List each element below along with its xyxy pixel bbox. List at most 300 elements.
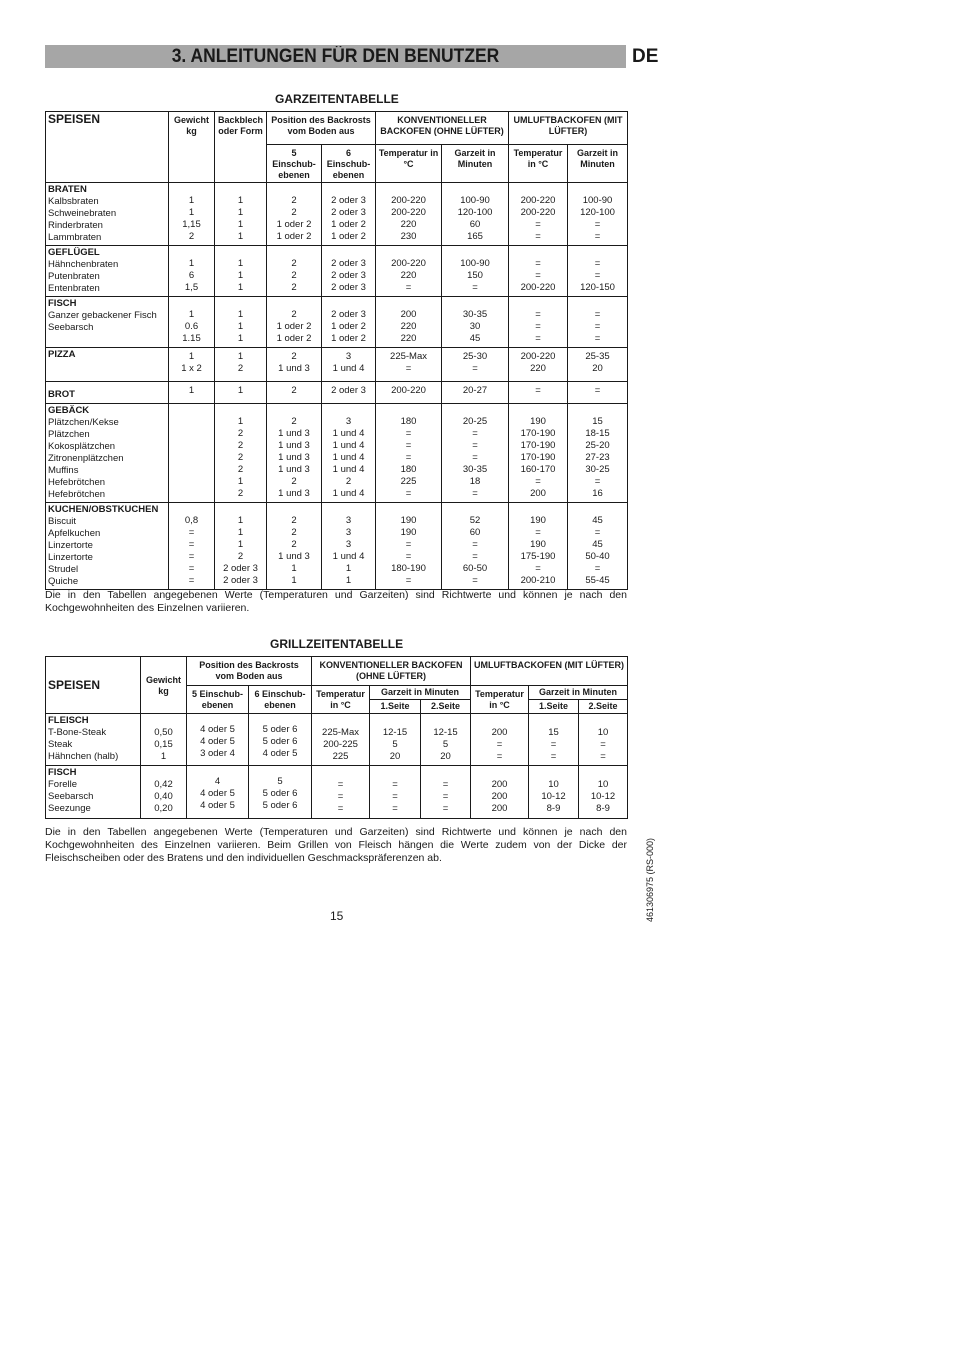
cell-value: 225 [400,476,417,487]
tray-cell [215,382,267,404]
table-row [46,714,628,766]
cell-value: 2 [237,452,244,463]
cell-value: 1 [237,351,244,362]
cell-value: 15 [548,727,559,738]
food-cell [46,183,169,246]
cell-value: 2 [291,195,297,206]
header-konv-garzeit: Garzeit in Minuten [370,686,471,700]
cell-value: 3 [345,351,352,362]
header-bar [45,45,626,68]
cell-value: 4 oder 5 [200,736,235,747]
header-umluft-garzeit: Garzeit in Minuten [568,145,628,183]
grill-note: Die in den Tabellen angegebenen Werte (Temperaturen und Garzeiten) sind Richtwerte und können je nach den Kochgewohnheiten des Einzelnen variieren. Beim Grillen von Fleisch hängen die Werte zudem von der Dicke der Fleischscheiben oder des Bratens und den individuellen Geschmackspräferenzen ab. [45,826,627,864]
header-speisen: SPEISEN [46,657,141,714]
cell-value: 30-25 [585,464,610,475]
cell-value: = [594,309,601,320]
cell-value: 225-Max [322,727,359,738]
tray-cell [215,246,267,297]
cell-value: 5 oder 6 [262,788,298,799]
header-umluft-garzeit: Garzeit in Minuten [529,686,628,700]
cell-value: 2 [291,258,297,269]
cell-value: 10-12 [590,791,616,802]
cell-value: = [405,363,412,374]
cell-value: 200-220 [391,207,426,218]
header-umluft: UMLUFTBACKOFEN (MIT LÜFTER) [509,112,628,145]
konv-temp-cell [376,297,442,348]
cell-value: 1 [237,258,244,269]
food-cell [46,246,169,297]
food-cell [46,714,141,766]
cell-value: 1 [188,385,195,396]
level-5-cell [187,714,249,766]
konv-side-1-cell [370,766,421,819]
cell-value: 175-190 [520,551,556,562]
cell-value: 1.15 [182,333,201,344]
umluft-side-1-cell [529,766,579,819]
cell-value: = [535,231,541,242]
cell-value: 1 [188,309,195,320]
cell-value: 120-100 [580,207,615,218]
cell-value: 1 und 4 [332,440,365,451]
konv-temp-cell [376,382,442,404]
cell-value: 25-30 [462,351,488,362]
header-umluft: UMLUFTBACKOFEN (MIT LÜFTER) [471,657,628,686]
level-6-cell [322,348,376,382]
page-number: 15 [330,909,344,923]
weight-cell [141,766,187,819]
umluft-temp-cell [471,714,529,766]
cell-value: = [337,791,344,802]
cell-value: 2 [237,363,244,374]
cell-value: 4 [214,776,221,787]
cell-value: 1 [237,385,244,396]
cell-value: = [472,282,478,293]
header-umluft-seite-2: 2.Seite [579,700,628,714]
cell-value: 1 [188,351,195,362]
food-item: Apfelkuchen [48,528,101,539]
weight-cell [169,503,215,590]
level-6-cell [322,246,376,297]
cell-value: = [496,739,503,750]
header-gewicht: Gewicht kg [169,112,215,183]
cell-value: 12-15 [433,727,458,738]
konv-temp-cell [376,348,442,382]
cell-value: 1 oder 2 [331,231,366,242]
cell-value: 1 und 3 [278,464,310,475]
cell-value: 1 und 3 [278,452,310,463]
cell-value: 1 [188,195,195,206]
header-umluft-temperatur: Temperatur in °C [471,686,529,714]
food-item: Muffins [48,465,79,476]
cell-value: 200 [491,727,508,738]
umluft-time-cell [568,503,628,590]
cell-value: 4 oder 5 [200,800,235,811]
food-cell [46,382,169,404]
cell-value: = [188,551,195,562]
cell-value: 100-90 [460,258,490,269]
weight-cell [169,382,215,404]
level-6-cell [249,714,312,766]
cell-value: = [392,791,398,802]
cell-value: 230 [400,231,417,242]
umluft-time-cell [568,348,628,382]
umluft-temp-cell [509,404,568,503]
cell-value: 200 [491,791,508,802]
cell-value: 2 [291,385,297,396]
cell-value: = [405,539,412,550]
cell-value: = [442,803,449,814]
cell-value: 220 [530,363,546,374]
cell-value: = [188,563,195,574]
umluft-side-1-cell [529,714,579,766]
konv-side-2-cell [421,766,471,819]
umluft-temp-cell [509,183,568,246]
level-6-cell [322,503,376,590]
cell-value: 200-220 [520,207,556,218]
cell-value: 200-225 [323,739,358,750]
cell-value: 20-27 [462,385,488,396]
food-item: Zitronenplätzchen [48,453,124,464]
level-6-cell [322,297,376,348]
cell-value: 2 oder 3 [331,258,366,269]
umluft-temp-cell [471,766,529,819]
cell-value: 165 [467,231,483,242]
cell-value: 2 oder 3 [331,195,366,206]
food-item: Forelle [48,779,78,790]
cell-value: 1 oder 2 [276,333,312,344]
cell-value: 20-25 [462,416,488,427]
level-5-cell [267,183,322,246]
cell-value: 12-15 [382,727,408,738]
cell-value: = [535,385,541,396]
cell-value: = [496,751,503,762]
cell-value: 200-220 [391,385,426,396]
cell-value: 2 [291,527,297,538]
cell-value: = [594,385,601,396]
cell-value: 5 oder 6 [262,800,298,811]
cell-value: 5 [277,776,283,787]
cell-value: 1 oder 2 [276,321,312,332]
header-konventionell: KONVENTIONELLER BACKOFEN (OHNE LÜFTER) [312,657,471,686]
cell-value: 2 [188,231,195,242]
cell-value: = [550,751,557,762]
cell-value: = [405,440,412,451]
cell-value: = [594,270,601,281]
cell-value: 160-170 [520,464,556,475]
cell-value: 190 [530,515,546,526]
cell-value: 220 [400,321,417,332]
cell-value: 2 oder 3 [331,270,366,281]
cell-value: = [405,428,412,439]
umluft-time-cell [568,297,628,348]
cell-value: 200-210 [520,575,556,586]
cell-value: 10 [548,779,559,790]
tray-cell [215,503,267,590]
cell-value: 30 [469,321,481,332]
cell-value: 1 [237,309,244,320]
cell-value: 190 [530,416,546,427]
cell-value: 2 [291,351,297,362]
konv-time-cell [442,348,509,382]
cell-value: 180 [400,416,417,427]
table-row [46,183,628,246]
cell-value: 1 und 3 [278,440,310,451]
table-row [46,348,628,382]
cell-value: 45 [469,333,481,344]
cell-value: 1 [345,563,352,574]
cell-value: 0.6 [184,321,199,332]
cell-value: 27-23 [585,452,610,463]
cell-value: 1 und 4 [332,488,365,499]
cell-value: 1 [188,258,195,269]
cell-value: 2 oder 3 [223,563,258,574]
cell-value: = [594,219,601,230]
cell-value: 120-100 [457,207,493,218]
konv-side-2-cell [421,714,471,766]
cell-value: 2 oder 3 [331,207,366,218]
cell-value: 2 [291,476,297,487]
weight-cell [169,348,215,382]
cell-value: 1 und 3 [278,363,310,374]
cell-value: = [594,563,601,574]
cell-value: 0,20 [154,803,173,814]
header-6-ebenen: 6 Einschub-ebenen [322,145,376,183]
food-item: Rinderbraten [48,220,103,231]
cell-value: 1 [237,195,244,206]
cell-value: 2 [237,488,244,499]
umluft-temp-cell [509,246,568,297]
tray-cell [215,297,267,348]
cell-value: = [472,575,478,586]
cell-value: 2 [291,515,297,526]
cell-value: 18 [469,476,481,487]
cell-value: = [405,575,412,586]
umluft-time-cell [568,382,628,404]
cell-value: = [535,527,541,538]
umluft-time-cell [568,183,628,246]
cell-value: 60-50 [462,563,488,574]
konv-side-1-cell [370,714,421,766]
konv-time-cell [442,183,509,246]
cell-value: 2 [291,282,297,293]
food-cell [46,766,141,819]
food-cell [46,503,169,590]
level-5-cell [267,503,322,590]
cell-value: 6 [188,270,195,281]
konv-temp-cell [376,183,442,246]
cell-value: 55-45 [585,575,610,586]
cell-value: = [535,563,541,574]
cell-value: 1 oder 2 [331,321,366,332]
cell-value: 1 und 4 [332,464,365,475]
food-item: Hähnchenbraten [48,259,119,270]
konv-temp-cell [312,714,370,766]
cell-value: 2 [345,476,352,487]
category-label: GEBÄCK [48,405,90,416]
cell-value: 2 oder 3 [331,282,366,293]
header-5-ebenen: 5 Einschub-ebenen [267,145,322,183]
cell-value: 180-190 [391,563,426,574]
cell-value: 45 [592,539,603,550]
bake-table-title: GARZEITENTABELLE [275,92,399,106]
cell-value: 150 [467,270,483,281]
cell-value: 18-15 [585,428,610,439]
food-cell [46,297,169,348]
cell-value: = [405,551,412,562]
cell-value: 3 [345,527,352,538]
cell-value: 10-12 [541,791,566,802]
cell-value: 1 oder 2 [276,219,312,230]
food-item: Hefebrötchen [48,477,106,488]
bake-note: Die in den Tabellen angegebenen Werte (Temperaturen und Garzeiten) sind Richtwerte und können je nach den Kochgewohnheiten des Einzelnen variieren. [45,589,627,614]
header-konv-temperatur: Temperatur in °C [376,145,442,183]
category-label: BRATEN [48,184,87,195]
cell-value: = [594,321,601,332]
cell-value: 1 oder 2 [331,219,366,230]
cell-value: = [594,476,601,487]
tray-cell [215,348,267,382]
cell-value: 5 [392,739,398,750]
cell-value: = [337,803,344,814]
cell-value: 200 [491,803,508,814]
cell-value: 5 oder 6 [262,724,298,735]
cell-value: 50-40 [585,551,610,562]
umluft-temp-cell [509,503,568,590]
table-row [46,246,628,297]
konv-temp-cell [312,766,370,819]
cell-value: 200-220 [520,282,556,293]
food-item: Hefebrötchen [48,489,106,500]
cell-value: = [392,803,398,814]
cell-value: 5 oder 6 [262,736,298,747]
cell-value: 1 [237,219,244,230]
cell-value: 2 [291,539,297,550]
weight-cell [169,297,215,348]
category-label: PIZZA [48,349,76,360]
level-5-cell [267,382,322,404]
cell-value: 1 [237,416,244,427]
umluft-temp-cell [509,297,568,348]
cell-value: = [550,739,557,750]
cell-value: 2 [291,207,297,218]
cell-value: 200-220 [391,258,426,269]
header-konv-temperatur: Temperatur in °C [312,686,370,714]
cell-value: = [594,258,601,269]
cell-value: = [442,791,449,802]
cell-value: 2 [237,551,244,562]
header-6-ebenen: 6 Einschub-ebenen [249,686,312,714]
cell-value: = [405,488,412,499]
konv-time-cell [442,382,509,404]
cell-value: = [600,751,606,762]
cell-value: = [472,440,478,451]
konv-time-cell [442,297,509,348]
weight-cell [169,246,215,297]
cell-value: = [392,779,398,790]
cell-value: = [594,333,601,344]
cell-value: 1 [160,751,167,762]
cell-value: = [594,231,601,242]
cell-value: 170-190 [520,428,556,439]
cell-value: 1 [237,207,244,218]
level-5-cell [187,766,249,819]
cell-value: 220 [400,219,417,230]
category-label: GEFLÜGEL [48,247,100,258]
cell-value: = [405,452,412,463]
cell-value: 1 [188,207,195,218]
cell-value: 1 und 4 [332,452,365,463]
food-item: Seezunge [48,803,91,814]
cell-value: 0,40 [154,791,173,802]
cell-value: 4 oder 5 [262,748,298,759]
cell-value: = [405,282,412,293]
food-item: Seebarsch [48,791,94,802]
cell-value: = [188,575,195,586]
level-5-cell [267,297,322,348]
cell-value: = [535,258,541,269]
cell-value: 220 [400,333,417,344]
header-umluft-temperatur: Temperatur in °C [509,145,568,183]
cell-value: 0,15 [154,739,173,750]
cell-value: 45 [592,515,603,526]
table-row [46,766,628,819]
cell-value: 190 [400,527,417,538]
cell-value: = [188,539,195,550]
food-item: Biscuit [48,516,76,527]
konv-temp-cell [376,404,442,503]
category-label: BROT [48,389,75,400]
cell-value: 170-190 [520,452,556,463]
header-konv-seite-2: 2.Seite [421,700,471,714]
cell-value: 1 und 3 [278,428,310,439]
header-konventionell: KONVENTIONELLER BACKOFEN (OHNE LÜFTER) [376,112,509,145]
konv-time-cell [442,503,509,590]
cell-value: 1 [291,563,297,574]
cell-value: 120-150 [580,282,615,293]
cell-value: 5 [442,739,449,750]
food-item: Plätzchen [48,429,90,440]
cell-value: 1 [291,575,297,586]
cell-value: 2 [237,428,244,439]
bake-table [45,111,628,590]
table-row [46,297,628,348]
cell-value: 8-9 [596,803,610,814]
cell-value: 2 [237,464,244,475]
cell-value: = [472,488,478,499]
cell-value: 2 oder 3 [223,575,258,586]
cell-value: 10 [597,727,609,738]
cell-value: 225 [332,751,349,762]
cell-value: 1 [345,575,352,586]
food-item: T-Bone-Steak [48,727,107,738]
cell-value: = [535,333,541,344]
food-item: Schweinebraten [48,208,117,219]
food-cell [46,404,169,503]
cell-value: 220 [400,270,417,281]
cell-value: = [472,551,478,562]
cell-value: 1 [237,282,244,293]
level-5-cell [267,246,322,297]
cell-value: 60 [469,219,481,230]
cell-value: 1 und 4 [332,551,365,562]
cell-value: 1 und 4 [332,363,365,374]
cell-value: 1 oder 2 [331,333,366,344]
table-row [46,404,628,503]
konv-time-cell [442,246,509,297]
cell-value: 3 [345,515,352,526]
weight-cell [141,714,187,766]
umluft-side-2-cell [579,714,628,766]
